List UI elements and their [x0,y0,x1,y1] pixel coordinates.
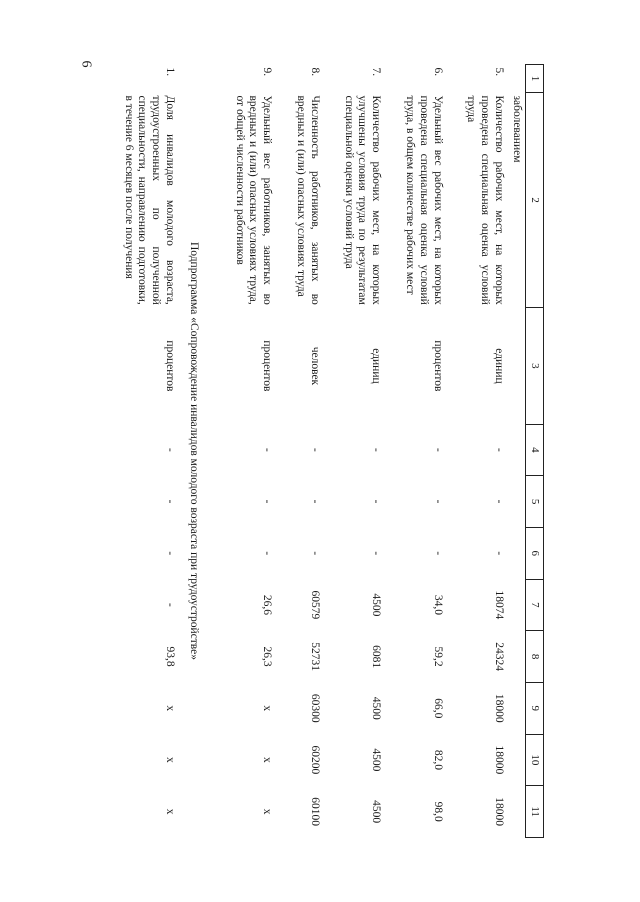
indicator-name: Удельный вес работников, занятых во вредных и (или) опасных условиях труда, от общей численности работников [233,95,274,305]
row-number: 8. [308,67,321,77]
value-cell: 52731 [308,642,321,671]
header-cell: 1 [525,65,543,93]
table-row [230,65,275,838]
unit-cell: процентов [261,340,274,392]
row-spacer [384,65,400,838]
unit-cell: единиц [493,348,506,384]
row-spacer-cell [275,65,291,838]
header-cell: 11 [525,786,543,838]
header-cell: 6 [525,527,543,579]
table-row [339,65,384,838]
header-cell: 7 [525,579,543,631]
unit-cell: процентов [431,340,444,392]
table-row [462,65,507,838]
row-spacer [446,65,462,838]
header-cell: 9 [525,682,543,734]
value-cell: 98,0 [431,801,444,822]
value-cell: - [308,551,321,556]
rotated-table-container [104,64,544,838]
value-cell: - [164,499,177,504]
continuation-row [507,65,525,838]
value-cell: - [261,551,274,556]
rows2-body [103,65,178,838]
header-cell: 2 [525,92,543,307]
row-spacer [214,65,230,838]
row-number: 1. [164,67,177,77]
subprogram-row [178,65,214,838]
value-cell: 59,2 [431,646,444,667]
row-number: 9. [261,67,274,77]
value-cell: - [493,499,506,504]
value-cell: 60579 [308,590,321,620]
indicator-name: Удельный вес рабочих мест, на которых проведена специальная оценка условий труда, в общем количестве рабочих мест [404,95,444,305]
value-cell: - [370,447,383,452]
indicator-name: Количество рабочих мест, на которых проведена специальная оценка условий труда [465,95,506,305]
value-cell: - [370,551,383,556]
header-cell: 5 [525,476,543,528]
header-cell: 8 [525,631,543,683]
row-spacer-cell [446,65,462,838]
value-cell: 93,8 [164,646,177,667]
value-cell: - [431,447,444,452]
row-number: 6. [431,67,444,77]
value-cell: 18000 [493,693,506,723]
row-number: 7. [370,67,383,77]
row-spacer-cell [214,65,230,838]
value-cell: 26,3 [261,646,274,667]
value-cell: - [493,447,506,452]
header-row [525,65,543,838]
unit-cell: единиц [370,348,383,384]
value-cell: - [308,447,321,452]
value-cell: 18000 [493,745,506,775]
value-cell: 4500 [370,748,383,772]
indicator-name: Численность работников, занятых во вредных и (или) опасных условиях труда [295,95,321,305]
indicators-table [103,64,544,838]
value-cell: 60100 [308,797,321,826]
unit-cell: процентов [164,340,177,392]
row-spacer-cell [103,65,119,838]
value-cell: - [164,602,177,607]
value-cell: 34,0 [431,594,444,615]
unit-cell: человек [308,346,321,386]
value-cell: - [308,499,321,504]
value-cell: - [164,447,177,452]
value-cell: - [261,499,274,504]
value-cell: - [431,551,444,556]
indicator-name: Количество рабочих мест, на которых улучшены условия труда по результатам специальной оценки условий труда [342,95,383,305]
value-cell: х [164,757,177,763]
value-cell: 66,0 [431,698,444,719]
table-row [400,65,445,838]
value-cell: - [431,499,444,504]
row-spacer-cell [323,65,339,838]
rows-body [214,65,507,838]
value-cell: 4500 [370,696,383,720]
header-cell: 4 [525,424,543,476]
value-cell: 24324 [493,642,506,671]
row-spacer-cell [384,65,400,838]
table-row [291,65,323,838]
page-number: 6 [78,60,94,68]
value-cell: - [261,447,274,452]
value-cell: 18000 [493,797,506,826]
value-cell: 18074 [493,590,506,620]
value-cell: х [261,757,274,763]
value-cell: 26,6 [261,594,274,615]
value-cell: 60200 [308,745,321,775]
header-cell: 10 [525,734,543,786]
value-cell: 4500 [370,800,383,824]
value-cell: 4500 [370,593,383,617]
row-spacer [323,65,339,838]
value-cell: х [164,808,177,815]
value-cell: 60300 [308,693,321,723]
value-cell: - [370,499,383,504]
value-cell: - [164,551,177,556]
table-row [119,65,178,838]
row-spacer [275,65,291,838]
value-cell: 82,0 [431,749,444,770]
header-cell: 3 [525,308,543,424]
value-cell: х [164,705,177,712]
value-cell: х [261,808,274,815]
indicator-name: Доля инвалидов молодого возраста, трудоустроенных по полученной специальности, направлению подготовки, в течение 6 месяцев после получения [122,95,177,305]
value-cell: 6081 [370,645,383,669]
row-number: 5. [493,67,506,77]
continuation-label: заболеванием [510,95,523,163]
subprogram-title: Подпрограмма «Сопровождение инвалидов молодого возраста при трудоустройстве» [187,241,200,661]
row-spacer [103,65,119,838]
value-cell: х [261,705,274,712]
value-cell: - [493,551,506,556]
